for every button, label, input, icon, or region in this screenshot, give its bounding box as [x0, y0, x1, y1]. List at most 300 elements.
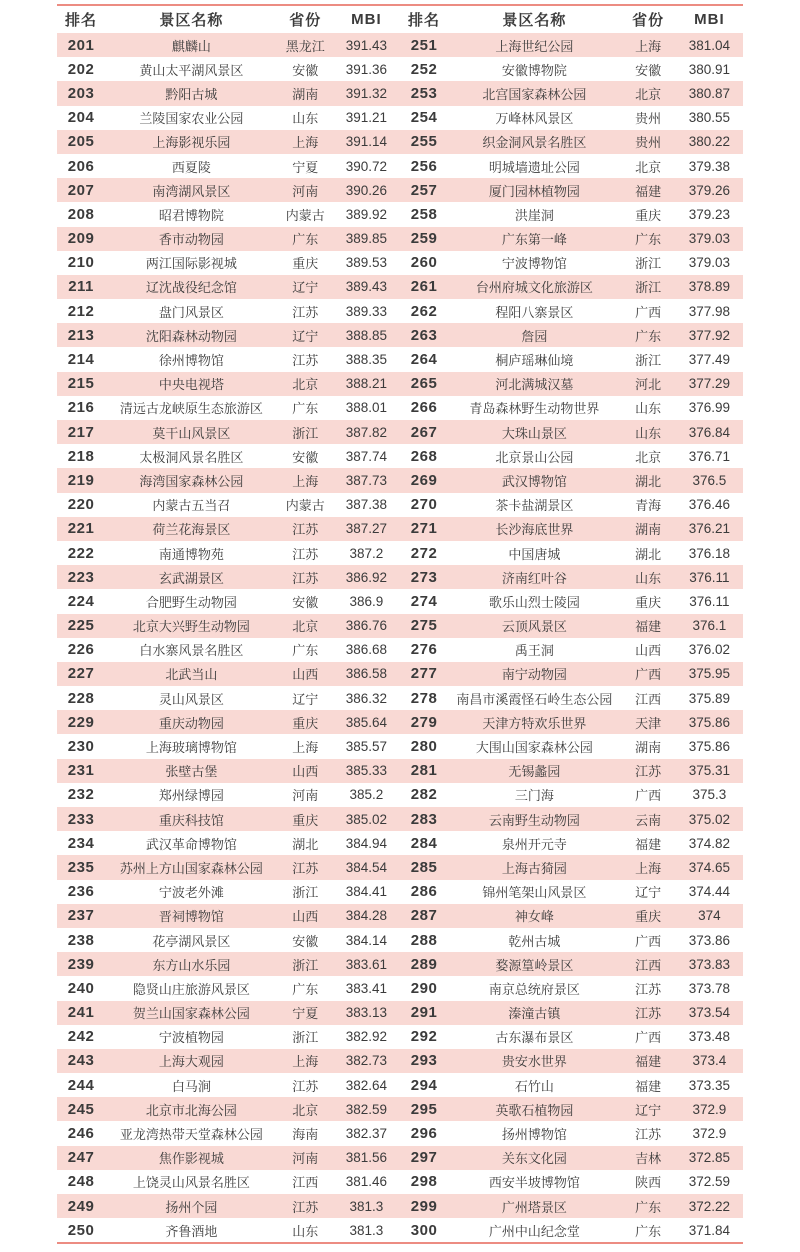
- scenic-area-name-cell: 武汉革命博物馆: [105, 831, 278, 855]
- rank-cell: 269: [400, 468, 448, 492]
- mbi-score-cell: 378.89: [676, 275, 743, 299]
- scenic-area-name-cell: 青岛森林野生动物世界: [448, 396, 621, 420]
- province-cell: 浙江: [278, 1025, 333, 1049]
- scenic-area-name-cell: 安徽博物院: [448, 57, 621, 81]
- province-cell: 安徽: [278, 589, 333, 613]
- scenic-area-name-cell: 上海大观园: [105, 1049, 278, 1073]
- rank-cell: 252: [400, 57, 448, 81]
- province-cell: 广西: [621, 299, 676, 323]
- scenic-area-name-cell: 上海玻璃博物馆: [105, 734, 278, 758]
- table-row: [57, 831, 743, 855]
- province-cell: 辽宁: [621, 880, 676, 904]
- scenic-area-name-cell: 大珠山景区: [448, 420, 621, 444]
- scenic-area-name-cell: 莫干山风景区: [105, 420, 278, 444]
- table-row: [57, 178, 743, 202]
- mbi-score-cell: 389.43: [333, 275, 400, 299]
- scenic-area-name-cell: 上海古猗园: [448, 855, 621, 879]
- mbi-score-cell: 373.35: [676, 1073, 743, 1097]
- rank-cell: 250: [57, 1218, 105, 1242]
- rank-cell: 227: [57, 662, 105, 686]
- table-row: [57, 1170, 743, 1194]
- scenic-area-name-cell: 上海影视乐园: [105, 130, 278, 154]
- mbi-score-cell: 379.38: [676, 154, 743, 178]
- rank-cell: 233: [57, 807, 105, 831]
- province-cell: 安徽: [278, 444, 333, 468]
- mbi-score-cell: 383.13: [333, 1001, 400, 1025]
- rank-cell: 282: [400, 783, 448, 807]
- province-cell: 北京: [621, 444, 676, 468]
- mbi-score-cell: 387.38: [333, 493, 400, 517]
- mbi-score-cell: 372.9: [676, 1097, 743, 1121]
- header-rank-left: 排名: [57, 6, 105, 33]
- mbi-score-cell: 376.71: [676, 444, 743, 468]
- rank-cell: 242: [57, 1025, 105, 1049]
- province-cell: 江苏: [278, 517, 333, 541]
- mbi-score-cell: 381.3: [333, 1194, 400, 1218]
- rank-cell: 299: [400, 1194, 448, 1218]
- scenic-area-name-cell: 石竹山: [448, 1073, 621, 1097]
- rank-cell: 259: [400, 227, 448, 251]
- table-row: [57, 396, 743, 420]
- province-cell: 上海: [278, 734, 333, 758]
- table-row: [57, 420, 743, 444]
- province-cell: 浙江: [621, 251, 676, 275]
- rank-cell: 241: [57, 1001, 105, 1025]
- mbi-score-cell: 389.53: [333, 251, 400, 275]
- scenic-area-name-cell: 泉州开元寺: [448, 831, 621, 855]
- scenic-area-name-cell: 北武当山: [105, 662, 278, 686]
- rank-cell: 268: [400, 444, 448, 468]
- mbi-score-cell: 375.3: [676, 783, 743, 807]
- scenic-area-name-cell: 关东文化园: [448, 1146, 621, 1170]
- scenic-area-name-cell: 乾州古城: [448, 928, 621, 952]
- province-cell: 山东: [621, 396, 676, 420]
- scenic-area-name-cell: 花亭湖风景区: [105, 928, 278, 952]
- table-row: [57, 589, 743, 613]
- scenic-area-name-cell: 北宫国家森林公园: [448, 81, 621, 105]
- province-cell: 湖北: [621, 468, 676, 492]
- province-cell: 广东: [278, 638, 333, 662]
- province-cell: 广东: [621, 323, 676, 347]
- table-row: [57, 880, 743, 904]
- scenic-area-name-cell: 织金洞风景名胜区: [448, 130, 621, 154]
- mbi-score-cell: 386.9: [333, 589, 400, 613]
- scenic-area-name-cell: 厦门园林植物园: [448, 178, 621, 202]
- table-row: [57, 372, 743, 396]
- province-cell: 湖北: [278, 831, 333, 855]
- rank-cell: 225: [57, 614, 105, 638]
- province-cell: 江苏: [278, 565, 333, 589]
- mbi-score-cell: 386.92: [333, 565, 400, 589]
- rank-cell: 208: [57, 202, 105, 226]
- rank-cell: 293: [400, 1049, 448, 1073]
- rank-cell: 212: [57, 299, 105, 323]
- header-mbi-right: MBI: [676, 6, 743, 33]
- mbi-score-cell: 373.86: [676, 928, 743, 952]
- scenic-area-name-cell: 宁波博物馆: [448, 251, 621, 275]
- scenic-area-name-cell: 茶卡盐湖景区: [448, 493, 621, 517]
- rank-cell: 226: [57, 638, 105, 662]
- table-row: [57, 759, 743, 783]
- table-row: [57, 1194, 743, 1218]
- province-cell: 内蒙古: [278, 202, 333, 226]
- scenic-area-name-cell: 武汉博物馆: [448, 468, 621, 492]
- province-cell: 江苏: [621, 1001, 676, 1025]
- table-row: [57, 1218, 743, 1242]
- province-cell: 辽宁: [278, 323, 333, 347]
- mbi-score-cell: 375.86: [676, 710, 743, 734]
- scenic-area-name-cell: 河北满城汉墓: [448, 372, 621, 396]
- scenic-area-name-cell: 贵安水世界: [448, 1049, 621, 1073]
- scenic-area-name-cell: 无锡蠡园: [448, 759, 621, 783]
- province-cell: 福建: [621, 1073, 676, 1097]
- mbi-score-cell: 376.18: [676, 541, 743, 565]
- scenic-area-name-cell: 中央电视塔: [105, 372, 278, 396]
- mbi-score-cell: 386.32: [333, 686, 400, 710]
- rank-cell: 202: [57, 57, 105, 81]
- table-row: [57, 904, 743, 928]
- rank-cell: 223: [57, 565, 105, 589]
- mbi-score-cell: 387.82: [333, 420, 400, 444]
- rank-cell: 279: [400, 710, 448, 734]
- province-cell: 贵州: [621, 106, 676, 130]
- scenic-area-name-cell: 广东第一峰: [448, 227, 621, 251]
- mbi-score-cell: 375.02: [676, 807, 743, 831]
- rank-cell: 211: [57, 275, 105, 299]
- header-name-right: 景区名称: [448, 6, 621, 33]
- province-cell: 重庆: [621, 589, 676, 613]
- scenic-area-name-cell: 禹王洞: [448, 638, 621, 662]
- table-row: [57, 493, 743, 517]
- mbi-score-cell: 373.54: [676, 1001, 743, 1025]
- mbi-score-cell: 388.35: [333, 347, 400, 371]
- province-cell: 上海: [278, 468, 333, 492]
- province-cell: 重庆: [278, 807, 333, 831]
- rank-cell: 235: [57, 855, 105, 879]
- province-cell: 宁夏: [278, 1001, 333, 1025]
- scenic-area-name-cell: 黄山太平湖风景区: [105, 57, 278, 81]
- province-cell: 江西: [621, 686, 676, 710]
- mbi-score-cell: 391.32: [333, 81, 400, 105]
- mbi-score-cell: 382.59: [333, 1097, 400, 1121]
- mbi-score-cell: 380.22: [676, 130, 743, 154]
- scenic-area-name-cell: 扬州博物馆: [448, 1121, 621, 1145]
- province-cell: 天津: [621, 710, 676, 734]
- scenic-area-name-cell: 清远古龙峡原生态旅游区: [105, 396, 278, 420]
- rank-cell: 263: [400, 323, 448, 347]
- scenic-area-name-cell: 隐贤山庄旅游风景区: [105, 976, 278, 1000]
- scenic-area-name-cell: 三门海: [448, 783, 621, 807]
- mbi-score-cell: 376.84: [676, 420, 743, 444]
- province-cell: 广东: [621, 1194, 676, 1218]
- province-cell: 江西: [278, 1170, 333, 1194]
- table-row: [57, 227, 743, 251]
- table-row: [57, 928, 743, 952]
- province-cell: 北京: [278, 1097, 333, 1121]
- scenic-area-name-cell: 济南红叶谷: [448, 565, 621, 589]
- scenic-area-name-cell: 焦作影视城: [105, 1146, 278, 1170]
- province-cell: 江苏: [621, 976, 676, 1000]
- rank-cell: 272: [400, 541, 448, 565]
- province-cell: 浙江: [621, 347, 676, 371]
- scenic-area-name-cell: 北京市北海公园: [105, 1097, 278, 1121]
- mbi-score-cell: 384.54: [333, 855, 400, 879]
- rank-cell: 262: [400, 299, 448, 323]
- rank-cell: 238: [57, 928, 105, 952]
- province-cell: 黑龙江: [278, 33, 333, 57]
- mbi-score-cell: 373.83: [676, 952, 743, 976]
- rank-cell: 246: [57, 1121, 105, 1145]
- rank-cell: 217: [57, 420, 105, 444]
- scenic-area-name-cell: 西夏陵: [105, 154, 278, 178]
- scenic-area-name-cell: 歌乐山烈士陵园: [448, 589, 621, 613]
- scenic-area-name-cell: 白马涧: [105, 1073, 278, 1097]
- rank-cell: 236: [57, 880, 105, 904]
- mbi-score-cell: 379.03: [676, 227, 743, 251]
- mbi-score-cell: 384.41: [333, 880, 400, 904]
- table-row: [57, 662, 743, 686]
- scenic-area-name-cell: 神女峰: [448, 904, 621, 928]
- rank-cell: 230: [57, 734, 105, 758]
- rank-cell: 289: [400, 952, 448, 976]
- province-cell: 福建: [621, 614, 676, 638]
- scenic-area-name-cell: 海湾国家森林公园: [105, 468, 278, 492]
- province-cell: 江苏: [621, 1121, 676, 1145]
- table-row: [57, 444, 743, 468]
- scenic-area-name-cell: 程阳八寨景区: [448, 299, 621, 323]
- table-row: [57, 1001, 743, 1025]
- scenic-area-name-cell: 两江国际影视城: [105, 251, 278, 275]
- province-cell: 河南: [278, 783, 333, 807]
- rank-cell: 254: [400, 106, 448, 130]
- rank-cell: 207: [57, 178, 105, 202]
- scenic-area-name-cell: 宁波老外滩: [105, 880, 278, 904]
- scenic-area-name-cell: 麒麟山: [105, 33, 278, 57]
- rank-cell: 213: [57, 323, 105, 347]
- mbi-score-cell: 390.72: [333, 154, 400, 178]
- mbi-score-cell: 385.33: [333, 759, 400, 783]
- scenic-area-name-cell: 长沙海底世界: [448, 517, 621, 541]
- mbi-score-cell: 383.41: [333, 976, 400, 1000]
- province-cell: 福建: [621, 831, 676, 855]
- mbi-score-cell: 372.85: [676, 1146, 743, 1170]
- rank-cell: 275: [400, 614, 448, 638]
- rank-cell: 203: [57, 81, 105, 105]
- mbi-score-cell: 372.59: [676, 1170, 743, 1194]
- table-row: [57, 638, 743, 662]
- rank-cell: 255: [400, 130, 448, 154]
- scenic-area-name-cell: 重庆动物园: [105, 710, 278, 734]
- rank-cell: 245: [57, 1097, 105, 1121]
- mbi-score-cell: 386.58: [333, 662, 400, 686]
- rank-cell: 267: [400, 420, 448, 444]
- mbi-score-cell: 384.94: [333, 831, 400, 855]
- province-cell: 江苏: [278, 541, 333, 565]
- mbi-score-cell: 381.04: [676, 33, 743, 57]
- scenic-area-name-cell: 亚龙湾热带天堂森林公园: [105, 1121, 278, 1145]
- province-cell: 北京: [621, 154, 676, 178]
- table-row: [57, 710, 743, 734]
- rank-cell: 273: [400, 565, 448, 589]
- province-cell: 江苏: [278, 855, 333, 879]
- mbi-score-cell: 389.92: [333, 202, 400, 226]
- scenic-area-name-cell: 扬州个园: [105, 1194, 278, 1218]
- scenic-area-name-cell: 婺源篁岭景区: [448, 952, 621, 976]
- province-cell: 青海: [621, 493, 676, 517]
- province-cell: 浙江: [621, 275, 676, 299]
- rank-cell: 283: [400, 807, 448, 831]
- scenic-area-name-cell: 大围山国家森林公园: [448, 734, 621, 758]
- scenic-area-name-cell: 太极洞风景名胜区: [105, 444, 278, 468]
- table-row: [57, 1073, 743, 1097]
- province-cell: 浙江: [278, 952, 333, 976]
- province-cell: 浙江: [278, 420, 333, 444]
- scenic-area-name-cell: 荷兰花海景区: [105, 517, 278, 541]
- mbi-score-cell: 379.03: [676, 251, 743, 275]
- scenic-area-name-cell: 辽沈战役纪念馆: [105, 275, 278, 299]
- province-cell: 云南: [621, 807, 676, 831]
- table-row: [57, 686, 743, 710]
- province-cell: 河南: [278, 1146, 333, 1170]
- province-cell: 内蒙古: [278, 493, 333, 517]
- province-cell: 吉林: [621, 1146, 676, 1170]
- mbi-score-cell: 376.46: [676, 493, 743, 517]
- province-cell: 广西: [621, 783, 676, 807]
- province-cell: 山西: [278, 662, 333, 686]
- mbi-score-cell: 391.21: [333, 106, 400, 130]
- province-cell: 北京: [278, 372, 333, 396]
- mbi-score-cell: 376.99: [676, 396, 743, 420]
- mbi-score-cell: 385.57: [333, 734, 400, 758]
- scenic-area-name-cell: 合肥野生动物园: [105, 589, 278, 613]
- province-cell: 广东: [621, 227, 676, 251]
- rank-cell: 204: [57, 106, 105, 130]
- table-row: [57, 130, 743, 154]
- table-row: [57, 517, 743, 541]
- table-row: [57, 33, 743, 57]
- scenic-area-name-cell: 明城墙遗址公园: [448, 154, 621, 178]
- province-cell: 河北: [621, 372, 676, 396]
- mbi-score-cell: 391.14: [333, 130, 400, 154]
- scenic-area-name-cell: 盘门风景区: [105, 299, 278, 323]
- table-row: [57, 57, 743, 81]
- scenic-area-name-cell: 南京总统府景区: [448, 976, 621, 1000]
- province-cell: 山东: [621, 565, 676, 589]
- scenic-area-name-cell: 万峰林风景区: [448, 106, 621, 130]
- mbi-score-cell: 374.65: [676, 855, 743, 879]
- mbi-score-cell: 387.27: [333, 517, 400, 541]
- table-row: [57, 1146, 743, 1170]
- province-cell: 辽宁: [278, 686, 333, 710]
- scenic-area-name-cell: 溱潼古镇: [448, 1001, 621, 1025]
- province-cell: 湖北: [621, 541, 676, 565]
- mbi-score-cell: 377.92: [676, 323, 743, 347]
- mbi-score-cell: 385.64: [333, 710, 400, 734]
- mbi-score-cell: 377.49: [676, 347, 743, 371]
- rank-cell: 281: [400, 759, 448, 783]
- rank-cell: 247: [57, 1146, 105, 1170]
- province-cell: 重庆: [278, 710, 333, 734]
- mbi-score-cell: 385.02: [333, 807, 400, 831]
- scenic-area-name-cell: 英歌石植物园: [448, 1097, 621, 1121]
- scenic-area-name-cell: 天津方特欢乐世界: [448, 710, 621, 734]
- mbi-score-cell: 372.9: [676, 1121, 743, 1145]
- province-cell: 上海: [621, 855, 676, 879]
- mbi-score-cell: 375.31: [676, 759, 743, 783]
- scenic-area-name-cell: 白水寨风景名胜区: [105, 638, 278, 662]
- mbi-score-cell: 389.33: [333, 299, 400, 323]
- header-province-left: 省份: [278, 6, 333, 33]
- table-row: [57, 323, 743, 347]
- rank-cell: 201: [57, 33, 105, 57]
- rank-cell: 210: [57, 251, 105, 275]
- mbi-score-cell: 376.11: [676, 589, 743, 613]
- scenic-area-name-cell: 南昌市溪霞怪石岭生态公园: [448, 686, 621, 710]
- rank-cell: 249: [57, 1194, 105, 1218]
- mbi-score-cell: 379.23: [676, 202, 743, 226]
- province-cell: 河南: [278, 178, 333, 202]
- province-cell: 山东: [278, 1218, 333, 1242]
- table-row: [57, 807, 743, 831]
- province-cell: 山东: [621, 420, 676, 444]
- table-row: [57, 275, 743, 299]
- mbi-score-cell: 376.11: [676, 565, 743, 589]
- mbi-score-cell: 374: [676, 904, 743, 928]
- rank-cell: 222: [57, 541, 105, 565]
- province-cell: 安徽: [278, 57, 333, 81]
- rank-cell: 219: [57, 468, 105, 492]
- rank-cell: 256: [400, 154, 448, 178]
- mbi-score-cell: 382.73: [333, 1049, 400, 1073]
- scenic-area-name-cell: 贺兰山国家森林公园: [105, 1001, 278, 1025]
- province-cell: 江苏: [278, 1194, 333, 1218]
- rank-cell: 288: [400, 928, 448, 952]
- mbi-score-cell: 373.78: [676, 976, 743, 1000]
- rank-cell: 248: [57, 1170, 105, 1194]
- province-cell: 陕西: [621, 1170, 676, 1194]
- mbi-score-cell: 381.3: [333, 1218, 400, 1242]
- table-row: [57, 1049, 743, 1073]
- scenic-area-name-cell: 重庆科技馆: [105, 807, 278, 831]
- table-row: [57, 952, 743, 976]
- province-cell: 重庆: [278, 251, 333, 275]
- scenic-area-name-cell: 南通博物苑: [105, 541, 278, 565]
- mbi-score-cell: 371.84: [676, 1218, 743, 1242]
- scenic-area-name-cell: 玄武湖景区: [105, 565, 278, 589]
- scenic-area-name-cell: 洪崖洞: [448, 202, 621, 226]
- scenic-area-name-cell: 张壁古堡: [105, 759, 278, 783]
- province-cell: 广东: [278, 396, 333, 420]
- province-cell: 重庆: [621, 202, 676, 226]
- rank-cell: 296: [400, 1121, 448, 1145]
- scenic-area-name-cell: 中国唐城: [448, 541, 621, 565]
- mbi-score-cell: 380.87: [676, 81, 743, 105]
- table-row: [57, 202, 743, 226]
- rank-cell: 258: [400, 202, 448, 226]
- table-row: [57, 783, 743, 807]
- province-cell: 辽宁: [621, 1097, 676, 1121]
- mbi-score-cell: 382.37: [333, 1121, 400, 1145]
- table-row: [57, 541, 743, 565]
- rank-cell: 228: [57, 686, 105, 710]
- mbi-score-cell: 373.4: [676, 1049, 743, 1073]
- mbi-score-cell: 382.64: [333, 1073, 400, 1097]
- scenic-area-mbi-ranking-table: [57, 6, 743, 1242]
- scenic-area-name-cell: 古东瀑布景区: [448, 1025, 621, 1049]
- mbi-score-cell: 375.89: [676, 686, 743, 710]
- rank-cell: 294: [400, 1073, 448, 1097]
- table-row: [57, 1025, 743, 1049]
